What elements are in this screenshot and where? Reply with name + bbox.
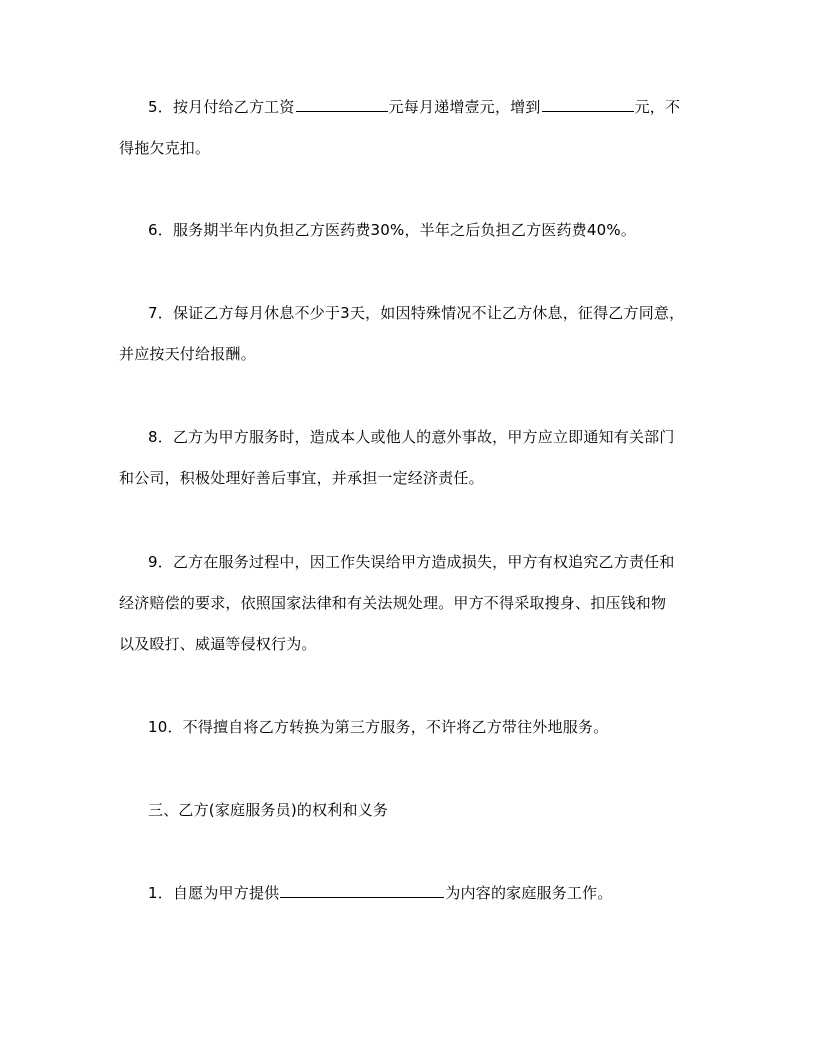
clause-5-text-b: 元每月递增壹元，增到 bbox=[388, 98, 541, 116]
clause-5-text-c: 元，不 bbox=[634, 98, 681, 116]
clause-10 bbox=[0, 707, 816, 748]
clause-9-line-2: 经济赔偿的要求，依照国家法律和有关法规处理。甲方不得采取搜身、扣压钱和物 bbox=[119, 594, 667, 612]
clause-8 bbox=[0, 417, 816, 499]
section-clause-1-text-b: 为内容的家庭服务工作。 bbox=[445, 884, 613, 902]
clause-5 bbox=[0, 87, 816, 169]
section-heading-text: 三、乙方(家庭服务员)的权利和义务 bbox=[148, 801, 389, 819]
clause-8-line-2: 和公司，积极处理好善后事宜，并承担一定经济责任。 bbox=[119, 469, 484, 487]
wage-blank[interactable] bbox=[296, 97, 388, 112]
section-heading bbox=[0, 790, 816, 831]
wage-cap-blank[interactable] bbox=[542, 97, 634, 112]
clause-8-line-1: 8．乙方为甲方服务时，造成本人或他人的意外事故，甲方应立即通知有关部门 bbox=[148, 428, 675, 446]
clause-6-line-1: 6．服务期半年内负担乙方医药费30%，半年之后负担乙方医药费40%。 bbox=[148, 221, 637, 239]
service-content-blank[interactable] bbox=[280, 883, 444, 898]
section-clause-1-text-a: 1．自愿为甲方提供 bbox=[148, 884, 280, 902]
clause-6 bbox=[0, 210, 816, 251]
section-clause-1-line-1 bbox=[0, 873, 816, 914]
clause-10-line-1: 10．不得擅自将乙方转换为第三方服务，不许将乙方带往外地服务。 bbox=[148, 718, 609, 736]
clause-9-line-1: 9．乙方在服务过程中，因工作失误给甲方造成损失，甲方有权追究乙方责任和 bbox=[148, 553, 675, 571]
clause-5-line-2: 得拖欠克扣。 bbox=[119, 139, 211, 157]
clause-5-text-a: 5．按月付给乙方工资 bbox=[148, 98, 295, 116]
clause-5-line-1 bbox=[0, 87, 816, 128]
section-clause-1 bbox=[0, 873, 816, 914]
clause-9-line-3: 以及殴打、威逼等侵权行为。 bbox=[119, 635, 317, 653]
clause-9 bbox=[0, 542, 816, 665]
clause-7-line-1: 7．保证乙方每月休息不少于3天，如因特殊情况不让乙方休息，征得乙方同意， bbox=[148, 304, 685, 322]
clause-7 bbox=[0, 293, 816, 375]
clause-7-line-2: 并应按天付给报酬。 bbox=[119, 345, 256, 363]
